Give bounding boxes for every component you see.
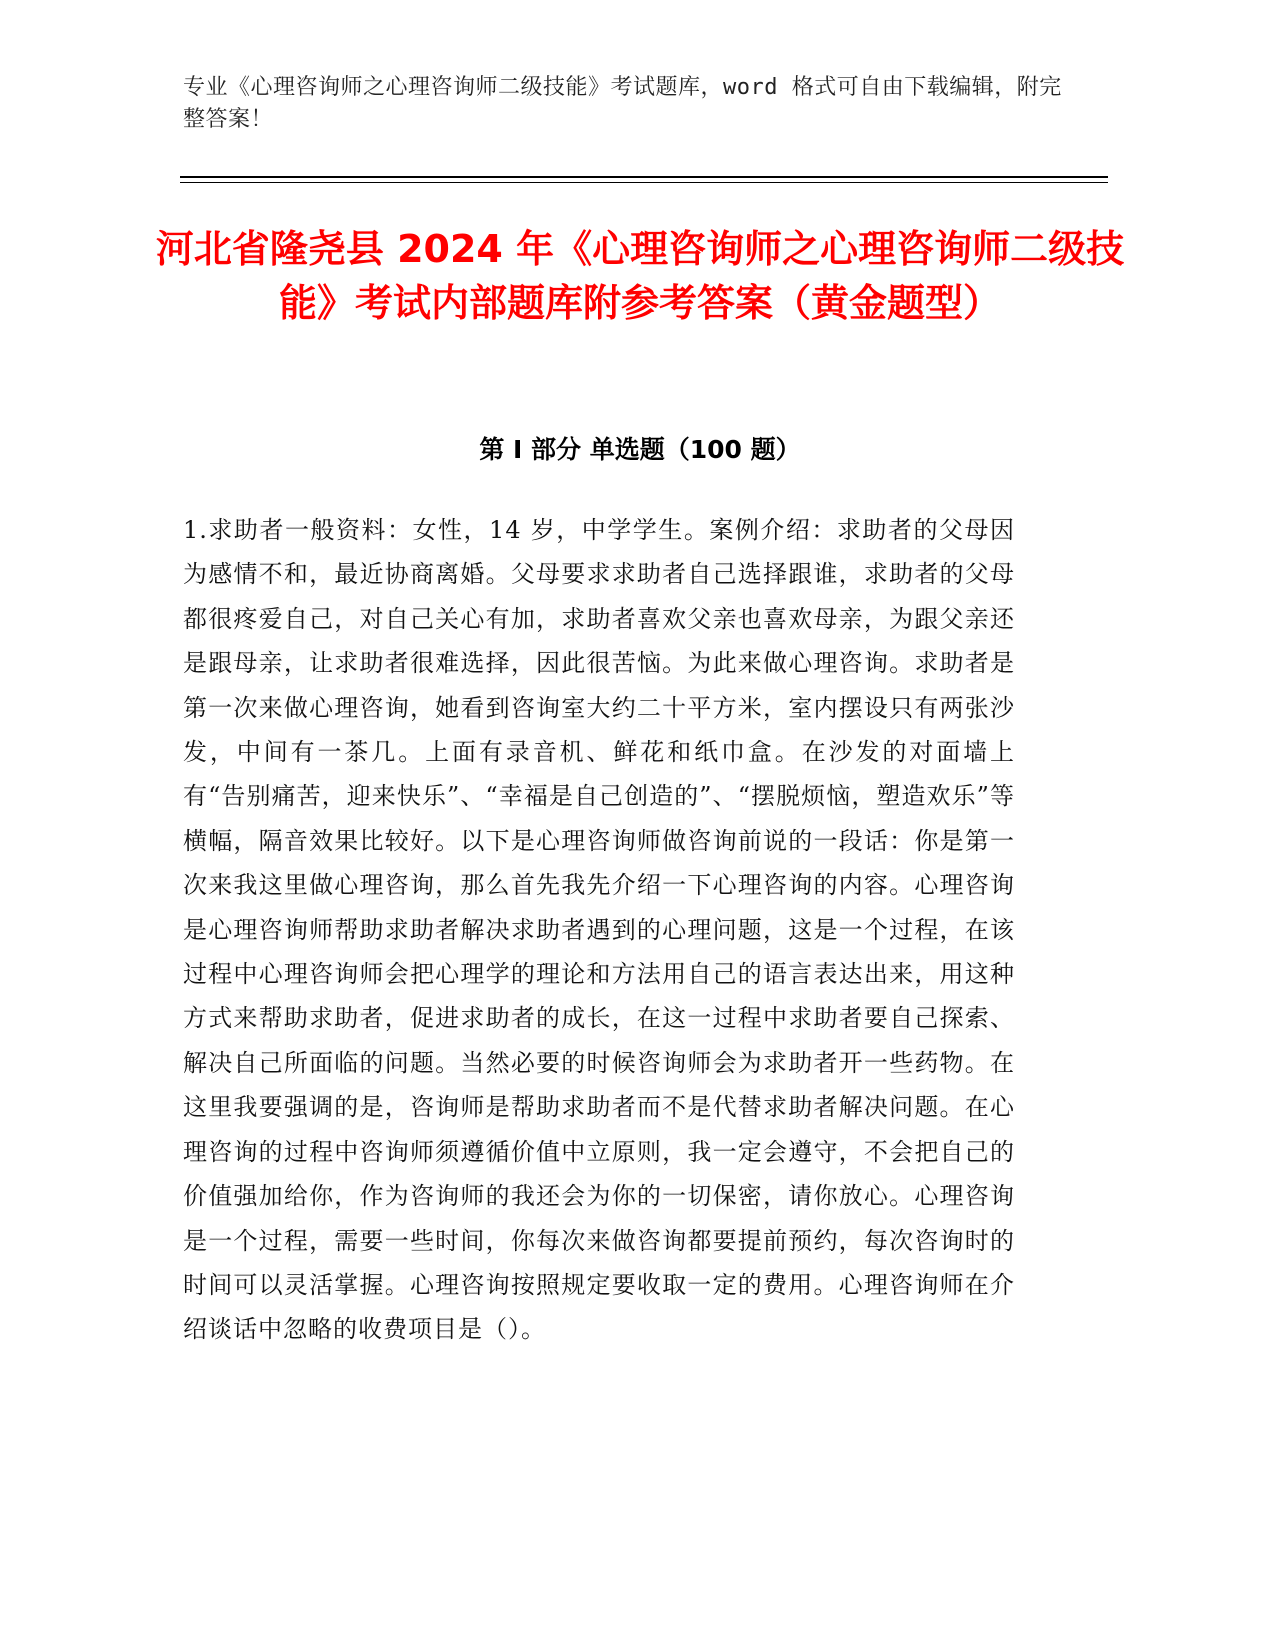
- header-divider-thin: [180, 182, 1108, 183]
- header-divider-thick: [180, 176, 1108, 178]
- question-1-text: 1.求助者一般资料：女性，14 岁，中学学生。案例介绍：求助者的父母因为感情不和，最近协商离婚。父母要求求助者自己选择跟谁，求助者的父母都很疼爱自己，对自己关心有加，求助者喜欢父亲也喜欢母亲，为跟父亲还是跟母亲，让求助者很难选择，因此很苦恼。为此来做心理咨询。求助者是第一次来做心理咨询，她看到咨询室大约二十平方米，室内摆设只有两张沙发，中间有一茶几。上面有录音机、鲜花和纸巾盒。在沙发的对面墙上有“告别痛苦，迎来快乐”、“幸福是自己创造的”、“摆脱烦恼，塑造欢乐”等横幅，隔音效果比较好。以下是心理咨询师做咨询前说的一段话：你是第一次来我这里做心理咨询，那么首先我先介绍一下心理咨询的内容。心理咨询是心理咨询师帮助求助者解决求助者遇到的心理问题，这是一个过程，在该过程中心理咨询师会把心理学的理论和方法用自己的语言表达出来，用这种方式来帮助求助者，促进求助者的成长，在这一过程中求助者要自己探索、解决自己所面临的问题。当然必要的时候咨询师会为求助者开一些药物。在这里我要强调的是，咨询师是帮助求助者而不是代替求助者解决问题。在心理咨询的过程中咨询师须遵循价值中立原则，我一定会遵守，不会把自己的价值强加给你，作为咨询师的我还会为你的一切保密，请你放心。心理咨询是一个过程，需要一些时间，你每次来做咨询都要提前预约，每次咨询时的时间可以灵活掌握。心理咨询按照规定要收取一定的费用。心理咨询师在介绍谈话中忽略的收费项目是（）。: [183, 516, 1015, 1344]
- section-heading: 第 I 部分 单选题（100 题）: [479, 435, 801, 464]
- document-title: 河北省隆尧县 2024 年《心理咨询师之心理咨询师二级技能》考试内部题库附参考答案（黄金题型）: [155, 227, 1125, 325]
- header-note: 专业《心理咨询师之心理咨询师二级技能》考试题库，word 格式可自由下载编辑，附完整答案！: [183, 75, 1062, 132]
